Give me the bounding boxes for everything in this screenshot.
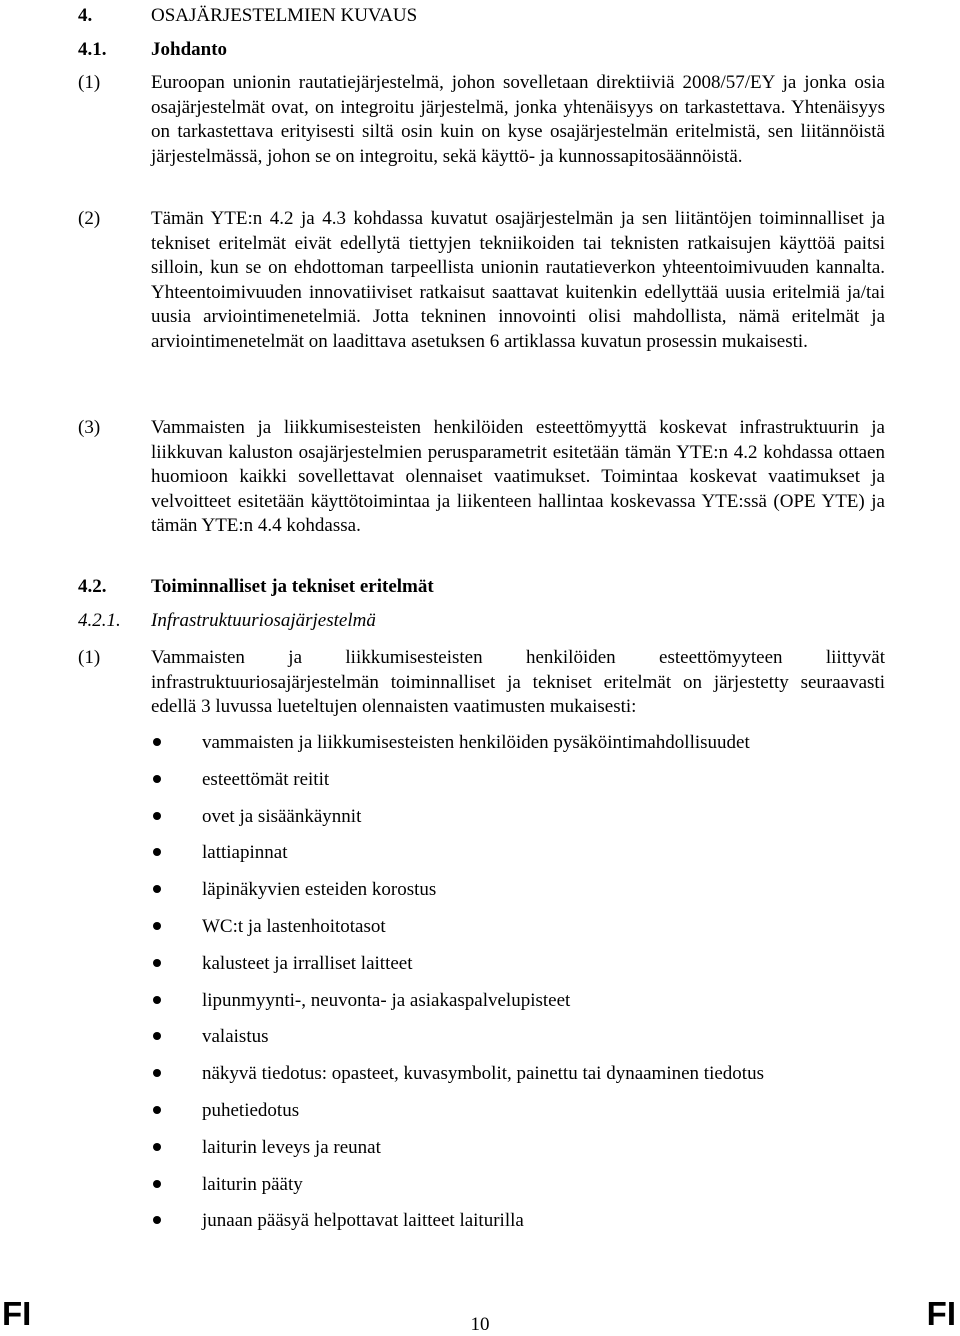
paragraph-infra-1 [78,646,885,720]
bullet-icon [153,1032,161,1040]
footer-page-number: 10 [470,1314,490,1335]
section-number: 4. [78,5,93,26]
bullet-icon [153,1216,161,1224]
list-item-text: lattiapinnat [202,842,288,864]
list-item [150,1210,910,1247]
list-item [150,806,910,843]
list-item-text: kalusteet ja irralliset laitteet [202,952,413,974]
list-item-text: valaistus [202,1026,269,1048]
paragraph-intro-3 [78,416,885,539]
bullet-icon [153,738,161,746]
list-item [150,769,910,806]
bullet-icon [153,1069,161,1077]
paragraph-number: (3) [78,417,101,438]
section-title: OSAJÄRJESTELMIEN KUVAUS [151,5,418,26]
list-item-text: vammaisten ja liikkumisesteisten henkilöiden pysäköintimahdollisuudet [202,732,750,753]
list-item [150,1100,910,1137]
list-item-text: laiturin leveys ja reunat [202,1136,381,1158]
list-item-text: lipunmyynti-, neuvonta- ja asiakaspalvelupisteet [202,989,571,1011]
subsubsection-number: 4.2.1. [78,610,121,631]
bullet-icon [153,885,161,893]
list-item-text: junaan pääsyä helpottavat laitteet laiturilla [202,1210,524,1232]
bullet-icon [153,1180,161,1188]
subsubsection-title: Infrastruktuuriosajärjestelmä [151,610,376,631]
list-item-text: esteettömät reitit [202,768,330,790]
subsection-title: Toiminnalliset ja tekniset eritelmät [151,576,434,597]
requirements-list [150,732,910,1247]
list-item-text: läpinäkyvien esteiden korostus [202,879,437,901]
footer-language-left: FI [2,1295,32,1332]
paragraph-text: Euroopan unionin rautatiejärjestelmä, johon sovelletaan direktiiviä 2008/57/EY ja jonka osia osajärjestelmät ovat, on integroitu järjestelmä, jonka yhtenäisyys on tarkastettava. Yhtenäisyys on tarkastettava erityisesti siltä osin kuin on kyse osajärjestelmän eritelmistä, sen liitännöistä järjestelmässä, johon se on integroitu, sekä käyttö- ja kunnossapitosäännöistä. [151,72,885,167]
paragraph-number: (2) [78,208,101,229]
paragraph-text: Tämän YTE:n 4.2 ja 4.3 kohdassa kuvatut osajärjestelmän ja sen liitäntöjen toiminnalliset ja tekniset eritelmät eivät edellytä tiettyjen tekniikoiden tai teknisten ratkaisujen käyttöä paitsi silloin, kun se on ehdottoman tarpeellista unionin rautatieverkon yhteentoimivuuden kannalta. Yhteentoimivuuden innovatiiviset ratkaisut saattavat kuitenkin edellyttää uusia eritelmiä ja/tai uusia arviointimenetelmiä. Jotta tekninen innovointi olisi mahdollista, nämä eritelmät ja arviointimenetelmät on laadittava asetuksen 6 artiklassa kuvatun prosessin mukaisesti. [151,208,885,352]
subsection-number: 4.2. [78,576,107,597]
list-item [150,1174,910,1211]
list-item-text: näkyvä tiedotus: opasteet, kuvasymbolit, painettu tai dynaaminen tiedotus [202,1063,764,1085]
paragraph-intro-1 [78,71,885,169]
paragraph-text: Vammaisten ja liikkumisesteisten henkilöiden esteettömyyteen liittyvät infrastruktuuriosajärjestelmän toiminnalliset ja tekniset eritelmät on järjestetty seuraavasti edellä 3 luvussa lueteltujen olennaisten vaatimusten mukaisesti: [151,647,885,717]
bullet-icon [153,922,161,930]
bullet-icon [153,1106,161,1114]
bullet-icon [153,775,161,783]
list-item [150,732,910,769]
list-item-text: WC:t ja lastenhoitotasot [202,915,386,937]
list-item [150,1063,910,1100]
bullet-icon [153,996,161,1004]
bullet-icon [153,812,161,820]
paragraph-text: Vammaisten ja liikkumisesteisten henkilöiden esteettömyyttä koskevat infrastruktuurin ja liikkuvan kaluston osajärjestelmien perusparametrit esitetään tämän YTE:n 4.2 kohdassa ottaen huomioon kaikki sovellettavat olennaiset vaatimukset. Toimintaa koskevat vaatimukset ja velvoitteet esitetään käyttötoimintaa ja liikenteen hallintaa koskevassa YTE:ssä (OPE YTE) ja tämän YTE:n 4.4 kohdassa. [151,417,885,536]
list-item [150,842,910,879]
bullet-icon [153,848,161,856]
list-item-text: puhetiedotus [202,1099,300,1121]
list-item [150,1137,910,1174]
bullet-icon [153,1143,161,1151]
list-item-text: ovet ja sisäänkäynnit [202,805,362,827]
bullet-icon [153,959,161,967]
subsection-number: 4.1. [78,39,107,60]
list-item [150,990,910,1027]
paragraph-number: (1) [78,647,101,668]
footer-language-right: FI [926,1295,956,1332]
list-item [150,1026,910,1063]
list-item [150,879,910,916]
paragraph-intro-2 [78,207,885,354]
list-item-text: laiturin pääty [202,1173,303,1195]
list-item [150,916,910,953]
list-item [150,953,910,990]
paragraph-number: (1) [78,72,101,93]
subsection-title: Johdanto [151,39,228,60]
